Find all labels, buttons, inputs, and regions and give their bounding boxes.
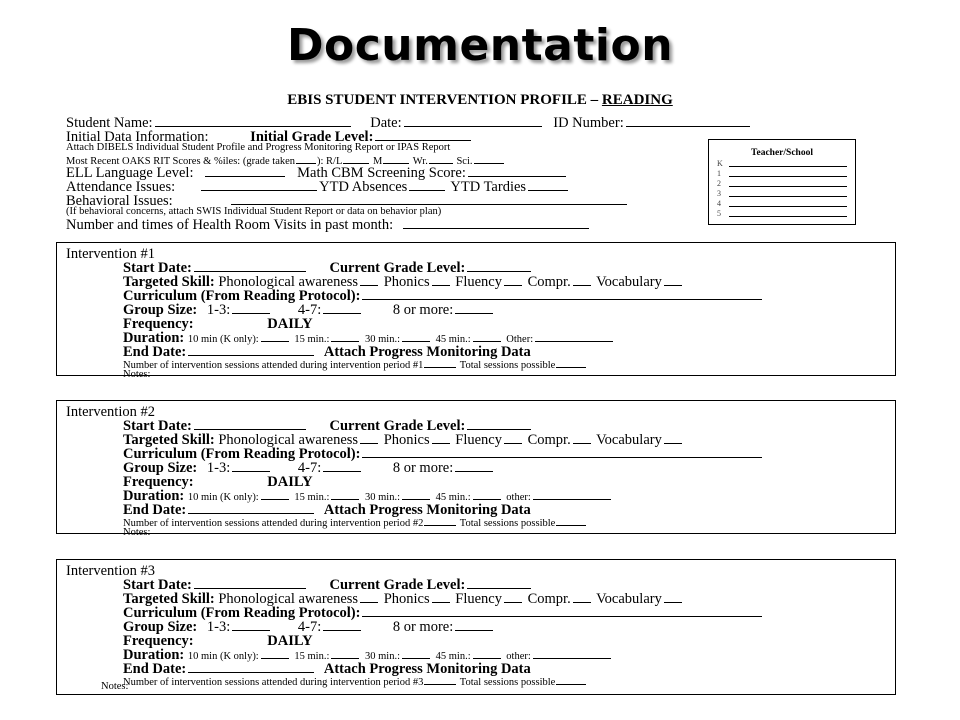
start-date-field[interactable] [194,577,306,589]
oaks-m-label: M [373,156,383,167]
end-date-field[interactable] [188,344,314,356]
duration-30-min-field[interactable] [402,488,430,500]
health-room-row [66,217,591,233]
oaks-grade-field[interactable] [296,154,316,164]
student-name-label: Student Name: [66,115,153,131]
group-size-4-7-field[interactable] [323,460,361,472]
sessions-possible-field[interactable] [556,675,586,685]
skill-phonics: Phonics [383,274,430,290]
skill-vocabulary-field[interactable] [664,274,682,286]
attach-dibels-text: Attach DIBELS Individual Student Profile and Progress Monitoring Report or IPAS Report [66,142,451,153]
group-size-1-3: 1-3: [206,460,231,476]
sessions-period: #1 [412,360,424,371]
curriculum-field[interactable] [362,605,762,617]
current-grade-label: Current Grade Level: [329,577,466,593]
sessions-possible-label: Total sessions possible [459,360,556,371]
skill-vocabulary: Vocabulary [596,432,662,448]
skill-phonological: Phonological awareness [218,432,359,448]
ell-field[interactable] [205,165,285,177]
duration-15-min: 15 min.: [294,334,330,345]
skill-phonological: Phonological awareness [218,591,359,607]
sessions-attended-field[interactable] [424,358,456,368]
duration-10-min: 10 min (K only): [187,334,259,345]
end-date-label: End Date: [123,502,187,518]
skill-vocabulary: Vocabulary [596,274,662,290]
oaks-rl-field[interactable] [343,154,369,164]
attach-pm-label: Attach Progress Monitoring Data [323,344,531,360]
current-grade-field[interactable] [467,260,531,272]
oaks-rl-label: ): R/L [317,156,343,167]
health-room-label: Number and times of Health Room Visits in past month: [66,217,394,233]
current-grade-label: Current Grade Level: [329,418,466,434]
start-date-field[interactable] [194,418,306,430]
group-size-4-7: 4-7: [297,460,322,476]
initial-grade-field[interactable] [375,129,471,141]
group-size-label: Group Size: [123,460,198,476]
duration-label: Duration: [123,647,185,663]
skill-compr: Compr. [527,432,571,448]
frequency-label: Frequency: [123,474,194,490]
teacher-row-3[interactable]: 3 [717,189,721,198]
notes-label[interactable]: Notes: [123,369,151,380]
ytd-absences-field[interactable] [409,179,445,191]
ytd-tardies-field[interactable] [528,179,568,191]
initial-data-label: Initial Data Information: [66,129,209,145]
duration-10-min-field[interactable] [261,647,289,659]
duration-30-min: 30 min.: [365,651,401,662]
frequency-label: Frequency: [123,316,194,332]
duration-15-min-field[interactable] [331,330,359,342]
id-number-field[interactable] [626,115,750,127]
sessions-row [123,358,587,372]
curriculum-label: Curriculum (From Reading Protocol): [123,288,361,304]
start-date-field[interactable] [194,260,306,272]
frequency-daily: DAILY [267,316,313,332]
targeted-skill-label: Targeted Skill: [123,274,215,290]
group-size-8-plus: 8 or more: [392,619,454,635]
start-date-label: Start Date: [123,260,192,276]
group-size-8-plus: 8 or more: [392,302,454,318]
duration-45-min: 45 min.: [435,651,471,662]
group-size-4-7: 4-7: [297,302,322,318]
skill-fluency-field[interactable] [504,432,522,444]
date-label: Date: [370,115,402,131]
teacher-row-2[interactable]: 2 [717,179,721,188]
frequency-daily: DAILY [267,474,313,490]
sessions-period: #3 [412,677,424,688]
group-size-1-3: 1-3: [206,302,231,318]
sessions-period: #2 [412,518,424,529]
intervention-box-2 [56,400,896,538]
duration-other-field[interactable] [535,330,613,342]
end-date-label: End Date: [123,661,187,677]
duration-10-min: 10 min (K only): [187,651,259,662]
initial-grade-label: Initial Grade Level: [250,129,374,145]
group-size-8-plus-field[interactable] [455,619,493,631]
group-size-4-7: 4-7: [297,619,322,635]
oaks-m-field[interactable] [383,154,409,164]
sessions-possible-field[interactable] [556,516,586,526]
current-grade-field[interactable] [467,418,531,430]
skill-phonological-field[interactable] [360,591,378,603]
teacher-school-title: Teacher/School [751,148,813,158]
form-title: EBIS STUDENT INTERVENTION PROFILE – READING [287,92,673,108]
duration-45-min-field[interactable] [473,330,501,342]
skill-fluency-field[interactable] [504,274,522,286]
id-number-label: ID Number: [553,115,624,131]
form-title-reading: READING [601,92,673,108]
skill-compr-field[interactable] [573,591,591,603]
ytd-absences-label: YTD Absences [319,179,408,195]
sessions-attended-field[interactable] [424,516,456,526]
curriculum-label: Curriculum (From Reading Protocol): [123,605,361,621]
math-cbm-label: Math CBM Screening Score: [297,165,466,181]
skill-vocabulary: Vocabulary [596,591,662,607]
sessions-attended-field[interactable] [424,675,456,685]
duration-label: Duration: [123,330,185,346]
duration-30-min-field[interactable] [402,330,430,342]
attach-pm-label: Attach Progress Monitoring Data [323,661,531,677]
intervention-title: Intervention #3 [66,563,155,579]
duration-other-field[interactable] [533,647,611,659]
end-date-label: End Date: [123,344,187,360]
skill-fluency: Fluency [455,591,502,607]
group-size-1-3-field[interactable] [232,460,270,472]
skill-fluency: Fluency [455,274,502,290]
student-name-field[interactable] [155,115,351,127]
sessions-row [123,516,587,530]
duration-other: Other: [506,334,534,345]
slide-title: Documentation [286,20,674,71]
group-size-label: Group Size: [123,619,198,635]
curriculum-field[interactable] [362,288,762,300]
intervention-box-3 [56,559,896,695]
group-size-8-plus: 8 or more: [392,460,454,476]
teacher-row-5[interactable]: 5 [717,209,721,218]
behavioral-field[interactable] [231,193,627,205]
oaks-label: Most Recent OAKS RIT Scores & %iles: (grade taken [66,156,296,167]
sessions-attended-label: Number of intervention sessions attended during intervention period [123,360,411,371]
attendance-label: Attendance Issues: [66,179,176,195]
sessions-attended-label: Number of intervention sessions attended during intervention period [123,677,411,688]
teacher-row-4[interactable]: 4 [717,199,721,208]
skill-vocabulary-field[interactable] [664,591,682,603]
intervention-box-1 [56,242,896,380]
notes-label[interactable]: Notes: [101,681,129,692]
duration-10-min-field[interactable] [261,330,289,342]
curriculum-field[interactable] [362,446,762,458]
duration-15-min-field[interactable] [331,647,359,659]
oaks-wr-label: Wr. [412,156,428,167]
intervention-title: Intervention #1 [66,246,155,262]
duration-45-min: 45 min.: [435,334,471,345]
group-size-8-plus-field[interactable] [455,460,493,472]
skill-phonics-field[interactable] [432,432,450,444]
oaks-sci-field[interactable] [474,154,504,164]
targeted-skill-label: Targeted Skill: [123,591,215,607]
sessions-row [123,675,587,689]
oaks-sci-label: Sci. [456,156,473,167]
group-size-1-3-field[interactable] [232,619,270,631]
duration-45-min-field[interactable] [473,488,501,500]
skill-compr: Compr. [527,274,571,290]
frequency-daily: DAILY [267,633,313,649]
intervention-title: Intervention #2 [66,404,155,420]
skill-fluency: Fluency [455,432,502,448]
ytd-tardies-label: YTD Tardies [450,179,527,195]
skill-phonics: Phonics [383,591,430,607]
health-room-field[interactable] [403,217,589,229]
duration-other: other: [506,651,531,662]
duration-other-field[interactable] [533,488,611,500]
sessions-possible-label: Total sessions possible [459,677,556,688]
frequency-label: Frequency: [123,633,194,649]
skill-phonological-field[interactable] [360,274,378,286]
sessions-possible-field[interactable] [556,358,586,368]
start-date-label: Start Date: [123,418,192,434]
behavioral-note: (If behavioral concerns, attach SWIS Individual Student Report or data on behavior plan) [66,206,442,217]
skill-compr-field[interactable] [573,432,591,444]
duration-other: other: [506,492,531,503]
skill-fluency-field[interactable] [504,591,522,603]
attendance-field[interactable] [201,179,317,191]
duration-30-min-field[interactable] [402,647,430,659]
date-field[interactable] [404,115,542,127]
sessions-possible-label: Total sessions possible [459,518,556,529]
duration-45-min-field[interactable] [473,647,501,659]
group-size-4-7-field[interactable] [323,619,361,631]
skill-vocabulary-field[interactable] [664,432,682,444]
duration-45-min: 45 min.: [435,492,471,503]
group-size-1-3-field[interactable] [232,302,270,314]
math-cbm-field[interactable] [468,165,566,177]
group-size-4-7-field[interactable] [323,302,361,314]
duration-15-min-field[interactable] [331,488,359,500]
start-date-label: Start Date: [123,577,192,593]
skill-phonics-field[interactable] [432,591,450,603]
skill-phonological-field[interactable] [360,432,378,444]
teacher-row-1[interactable]: 1 [717,169,721,178]
skill-phonics-field[interactable] [432,274,450,286]
skill-phonological: Phonological awareness [218,274,359,290]
attach-pm-label: Attach Progress Monitoring Data [323,502,531,518]
duration-10-min-field[interactable] [261,488,289,500]
ell-label: ELL Language Level: [66,165,194,181]
targeted-skill-label: Targeted Skill: [123,432,215,448]
skill-compr-field[interactable] [573,274,591,286]
skill-phonics: Phonics [383,432,430,448]
end-date-field[interactable] [188,661,314,673]
notes-label[interactable]: Notes: [123,527,151,538]
duration-30-min: 30 min.: [365,334,401,345]
sessions-attended-label: Number of intervention sessions attended during intervention period [123,518,411,529]
current-grade-label: Current Grade Level: [329,260,466,276]
duration-15-min: 15 min.: [294,651,330,662]
duration-10-min: 10 min (K only): [187,492,259,503]
group-size-label: Group Size: [123,302,198,318]
group-size-1-3: 1-3: [206,619,231,635]
end-date-field[interactable] [188,502,314,514]
duration-30-min: 30 min.: [365,492,401,503]
duration-15-min: 15 min.: [294,492,330,503]
behavioral-label: Behavioral Issues: [66,193,173,209]
oaks-wr-field[interactable] [429,154,453,164]
skill-compr: Compr. [527,591,571,607]
teacher-row-k[interactable]: K [717,159,723,168]
group-size-8-plus-field[interactable] [455,302,493,314]
current-grade-field[interactable] [467,577,531,589]
duration-label: Duration: [123,488,185,504]
teacher-school-box [708,139,856,225]
curriculum-label: Curriculum (From Reading Protocol): [123,446,361,462]
